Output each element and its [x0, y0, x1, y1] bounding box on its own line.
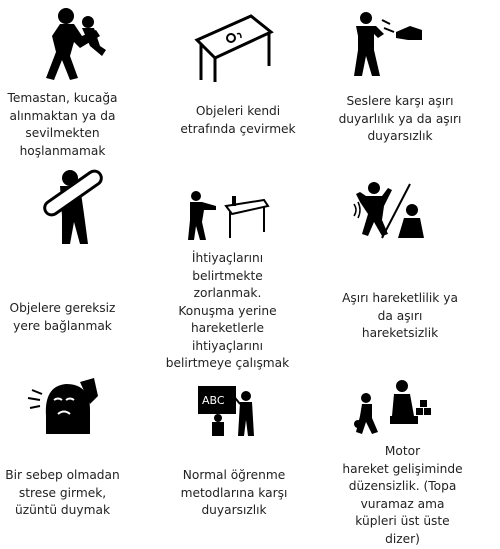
active-vs-passive-icon [352, 180, 432, 242]
loud-noise-person-icon [350, 10, 430, 80]
caption-stress: Bir sebep olmadan strese girmek, üzüntü duymak [5, 468, 120, 517]
caption-activity: Aşırı hareketlilik ya da aşırı hareketsizlik [342, 291, 458, 340]
distressed-head-icon [20, 376, 102, 434]
ball-and-blocks-icon [352, 378, 432, 436]
spinning-object-table-icon [193, 8, 275, 84]
caption-learning: Normal öğrenme metodlarına karşı duyarsızlık [180, 468, 288, 517]
caption-spinning: Objeleri kendi etrafında çevirmek [180, 104, 296, 136]
caption-touch: Temastan, kucağa alınmaktan ya da sevilmekten hoşlanmamak [7, 91, 118, 158]
svg-text:ABC: ABC [202, 394, 225, 407]
caption-sound: Seslere karşı aşırı duyarlılık ya da aşırı duyarsızlık [338, 94, 462, 143]
caption-communication: İhtiyaçlarını belirtmekte zorlanmak. Konuşma yerine hareketlerle ihtiyaçlarını belirtmeye çalışmak [165, 251, 290, 370]
caption-attachment: Objelere gereksiz yere bağlanmak [9, 301, 116, 333]
clinging-to-object-icon [36, 168, 106, 246]
caption-motor: Motor hareket gelişiminde düzensizlik. (Topa vuramaz ama küpleri üst üste dizer) [342, 444, 463, 546]
chalkboard-abc-icon [196, 382, 262, 438]
hugging-figures-icon [30, 6, 110, 84]
pointing-figure-icon [186, 188, 270, 244]
